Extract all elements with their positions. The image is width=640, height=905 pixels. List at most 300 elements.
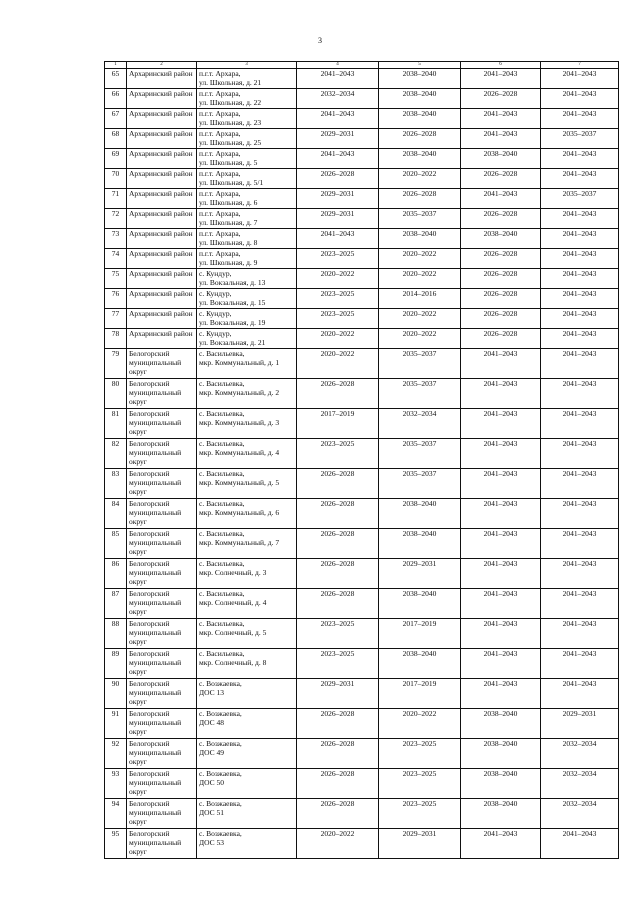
district-cell — [127, 499, 197, 529]
address-cell-line: мкр. Коммунальный, д. 5 — [199, 478, 280, 487]
row-number: 68 — [105, 129, 127, 149]
period-col6: 2041–2043 — [461, 409, 541, 439]
table-row — [105, 129, 619, 149]
district-cell — [127, 589, 197, 619]
row-number: 66 — [105, 89, 127, 109]
table-row — [105, 209, 619, 229]
district-cell-line: Белогорский — [129, 709, 170, 718]
district-cell-line: Архаринский район — [129, 109, 193, 118]
period-col4: 2041–2043 — [297, 149, 379, 169]
district-cell — [127, 69, 197, 89]
table-row — [105, 69, 619, 89]
period-col6: 2038–2040 — [461, 769, 541, 799]
address-cell — [197, 149, 297, 169]
period-col4: 2029–2031 — [297, 679, 379, 709]
column-number: 3 — [197, 62, 297, 69]
column-number: 2 — [127, 62, 197, 69]
period-col7: 2041–2043 — [541, 679, 619, 709]
address-cell — [197, 329, 297, 349]
district-cell — [127, 289, 197, 309]
period-col4: 2041–2043 — [297, 229, 379, 249]
period-col5: 2032–2034 — [379, 409, 461, 439]
period-col6: 2026–2028 — [461, 169, 541, 189]
table-row — [105, 499, 619, 529]
district-cell — [127, 679, 197, 709]
period-col6: 2026–2028 — [461, 309, 541, 329]
district-cell-line: округ — [129, 607, 147, 616]
table-row — [105, 439, 619, 469]
address-cell — [197, 379, 297, 409]
district-cell-line: Архаринский район — [129, 149, 193, 158]
period-col7: 2041–2043 — [541, 589, 619, 619]
district-cell-line: Архаринский район — [129, 269, 193, 278]
district-cell-line: Архаринский район — [129, 229, 193, 238]
period-col7: 2041–2043 — [541, 209, 619, 229]
address-cell-line: п.г.т. Архара, — [199, 169, 241, 178]
row-number: 93 — [105, 769, 127, 799]
row-number: 80 — [105, 379, 127, 409]
address-cell — [197, 469, 297, 499]
row-number: 71 — [105, 189, 127, 209]
period-col5: 2035–2037 — [379, 379, 461, 409]
period-col4: 2023–2025 — [297, 249, 379, 269]
address-cell-line: мкр. Коммунальный, д. 1 — [199, 358, 280, 367]
district-cell — [127, 329, 197, 349]
table-row — [105, 269, 619, 289]
address-cell-line: с. Кундур, — [199, 329, 232, 338]
district-cell-line: Белогорский — [129, 559, 170, 568]
address-cell — [197, 769, 297, 799]
district-cell-line: округ — [129, 637, 147, 646]
address-cell — [197, 679, 297, 709]
period-col5: 2035–2037 — [379, 469, 461, 499]
address-cell-line: мкр. Солнечный, д. 5 — [199, 628, 267, 637]
district-cell-line: муниципальный — [129, 568, 182, 577]
row-number: 86 — [105, 559, 127, 589]
period-col4: 2026–2028 — [297, 559, 379, 589]
period-col5: 2020–2022 — [379, 329, 461, 349]
address-cell — [197, 649, 297, 679]
address-cell — [197, 189, 297, 209]
district-cell-line: Архаринский район — [129, 209, 193, 218]
period-col6: 2038–2040 — [461, 149, 541, 169]
address-cell — [197, 529, 297, 559]
address-cell-line: мкр. Коммунальный, д. 3 — [199, 418, 280, 427]
period-col5: 2023–2025 — [379, 769, 461, 799]
address-cell-line: ул. Школьная, д. 6 — [199, 198, 258, 207]
table-row — [105, 769, 619, 799]
address-cell-line: ул. Вокзальная, д. 13 — [199, 278, 266, 287]
address-cell — [197, 109, 297, 129]
period-col5: 2038–2040 — [379, 499, 461, 529]
row-number: 95 — [105, 829, 127, 859]
district-cell — [127, 129, 197, 149]
district-cell — [127, 89, 197, 109]
period-col7: 2041–2043 — [541, 829, 619, 859]
row-number: 73 — [105, 229, 127, 249]
table-row — [105, 829, 619, 859]
row-number: 72 — [105, 209, 127, 229]
district-cell-line: Белогорский — [129, 649, 170, 658]
table-row — [105, 349, 619, 379]
period-col6: 2041–2043 — [461, 619, 541, 649]
district-cell-line: Белогорский — [129, 799, 170, 808]
district-cell — [127, 149, 197, 169]
district-cell — [127, 469, 197, 499]
period-col7: 2041–2043 — [541, 229, 619, 249]
period-col6: 2026–2028 — [461, 89, 541, 109]
table-row — [105, 109, 619, 129]
address-cell-line: ДОС 51 — [199, 808, 225, 817]
district-cell — [127, 379, 197, 409]
schedule-table — [104, 61, 619, 859]
address-cell-line: ул. Школьная, д. 25 — [199, 138, 262, 147]
row-number: 92 — [105, 739, 127, 769]
address-cell-line: с. Васильевка, — [199, 529, 245, 538]
period-col7: 2041–2043 — [541, 529, 619, 559]
district-cell-line: Белогорский — [129, 829, 170, 838]
district-cell — [127, 229, 197, 249]
table-body — [105, 62, 619, 859]
period-col7: 2032–2034 — [541, 739, 619, 769]
district-cell-line: Белогорский — [129, 469, 170, 478]
district-cell-line: Архаринский район — [129, 69, 193, 78]
row-number: 81 — [105, 409, 127, 439]
period-col5: 2038–2040 — [379, 109, 461, 129]
address-cell — [197, 499, 297, 529]
period-col5: 2038–2040 — [379, 649, 461, 679]
table-row — [105, 289, 619, 309]
row-number: 90 — [105, 679, 127, 709]
period-col7: 2041–2043 — [541, 249, 619, 269]
period-col6: 2041–2043 — [461, 499, 541, 529]
period-col5: 2038–2040 — [379, 89, 461, 109]
period-col6: 2041–2043 — [461, 189, 541, 209]
address-cell-line: с. Возжаевка, — [199, 739, 242, 748]
address-cell-line: с. Васильевка, — [199, 469, 245, 478]
table-row — [105, 649, 619, 679]
district-cell-line: муниципальный — [129, 808, 182, 817]
address-cell-line: ул. Школьная, д. 7 — [199, 218, 258, 227]
address-cell-line: ул. Школьная, д. 8 — [199, 238, 258, 247]
district-cell-line: Белогорский — [129, 589, 170, 598]
period-col5: 2020–2022 — [379, 169, 461, 189]
period-col6: 2026–2028 — [461, 269, 541, 289]
column-number: 1 — [105, 62, 127, 69]
period-col6: 2041–2043 — [461, 529, 541, 559]
address-cell-line: с. Возжаевка, — [199, 769, 242, 778]
district-cell — [127, 649, 197, 679]
address-cell-line: ул. Школьная, д. 5/1 — [199, 178, 264, 187]
period-col4: 2023–2025 — [297, 439, 379, 469]
district-cell — [127, 189, 197, 209]
address-cell-line: п.г.т. Архара, — [199, 129, 241, 138]
period-col7: 2032–2034 — [541, 799, 619, 829]
address-cell — [197, 589, 297, 619]
district-cell — [127, 769, 197, 799]
district-cell-line: муниципальный — [129, 388, 182, 397]
table-row — [105, 709, 619, 739]
district-cell-line: Архаринский район — [129, 129, 193, 138]
address-cell-line: с. Возжаевка, — [199, 829, 242, 838]
address-cell-line: с. Васильевка, — [199, 559, 245, 568]
district-cell-line: округ — [129, 847, 147, 856]
district-cell-line: муниципальный — [129, 838, 182, 847]
period-col4: 2029–2031 — [297, 189, 379, 209]
district-cell — [127, 409, 197, 439]
period-col4: 2020–2022 — [297, 329, 379, 349]
period-col7: 2041–2043 — [541, 349, 619, 379]
period-col4: 2029–2031 — [297, 129, 379, 149]
period-col5: 2023–2025 — [379, 739, 461, 769]
district-cell — [127, 559, 197, 589]
address-cell-line: с. Васильевка, — [199, 619, 245, 628]
period-col7: 2041–2043 — [541, 109, 619, 129]
district-cell — [127, 829, 197, 859]
period-col4: 2026–2028 — [297, 469, 379, 499]
district-cell-line: Архаринский район — [129, 249, 193, 258]
period-col6: 2041–2043 — [461, 649, 541, 679]
period-col5: 2017–2019 — [379, 679, 461, 709]
address-cell-line: с. Кундур, — [199, 269, 232, 278]
table-row — [105, 169, 619, 189]
table-row — [105, 589, 619, 619]
address-cell-line: мкр. Солнечный, д. 8 — [199, 658, 267, 667]
address-cell-line: ул. Школьная, д. 21 — [199, 78, 262, 87]
district-cell-line: округ — [129, 697, 147, 706]
district-cell-line: Архаринский район — [129, 309, 193, 318]
period-col4: 2023–2025 — [297, 649, 379, 679]
address-cell-line: мкр. Коммунальный, д. 4 — [199, 448, 280, 457]
district-cell-line: округ — [129, 817, 147, 826]
column-number: 6 — [461, 62, 541, 69]
period-col6: 2038–2040 — [461, 709, 541, 739]
district-cell — [127, 739, 197, 769]
period-col5: 2020–2022 — [379, 309, 461, 329]
district-cell-line: Белогорский — [129, 439, 170, 448]
district-cell-line: муниципальный — [129, 778, 182, 787]
district-cell-line: муниципальный — [129, 478, 182, 487]
table-row — [105, 799, 619, 829]
page-number: 3 — [318, 36, 322, 45]
period-col7: 2041–2043 — [541, 309, 619, 329]
district-cell-line: Белогорский — [129, 499, 170, 508]
period-col4: 2020–2022 — [297, 349, 379, 379]
period-col4: 2023–2025 — [297, 309, 379, 329]
district-cell-line: округ — [129, 397, 147, 406]
district-cell-line: муниципальный — [129, 448, 182, 457]
district-cell-line: округ — [129, 427, 147, 436]
period-col6: 2038–2040 — [461, 799, 541, 829]
table-row — [105, 309, 619, 329]
district-cell-line: округ — [129, 487, 147, 496]
row-number: 85 — [105, 529, 127, 559]
address-cell-line: ул. Школьная, д. 9 — [199, 258, 258, 267]
period-col5: 2020–2022 — [379, 709, 461, 739]
address-cell-line: с. Возжаевка, — [199, 799, 242, 808]
address-cell — [197, 209, 297, 229]
address-cell-line: п.г.т. Архара, — [199, 69, 241, 78]
period-col7: 2041–2043 — [541, 439, 619, 469]
district-cell — [127, 529, 197, 559]
address-cell — [197, 69, 297, 89]
period-col5: 2035–2037 — [379, 209, 461, 229]
row-number: 79 — [105, 349, 127, 379]
district-cell-line: Архаринский район — [129, 189, 193, 198]
period-col7: 2041–2043 — [541, 69, 619, 89]
column-number-row — [105, 62, 619, 69]
address-cell — [197, 89, 297, 109]
district-cell-line: муниципальный — [129, 538, 182, 547]
period-col4: 2023–2025 — [297, 619, 379, 649]
district-cell — [127, 309, 197, 329]
district-cell-line: округ — [129, 457, 147, 466]
district-cell-line: Архаринский район — [129, 329, 193, 338]
period-col6: 2041–2043 — [461, 589, 541, 619]
row-number: 78 — [105, 329, 127, 349]
address-cell-line: с. Васильевка, — [199, 409, 245, 418]
period-col7: 2041–2043 — [541, 469, 619, 499]
period-col5: 2038–2040 — [379, 529, 461, 559]
address-cell — [197, 169, 297, 189]
address-cell-line: ул. Школьная, д. 5 — [199, 158, 258, 167]
row-number: 77 — [105, 309, 127, 329]
period-col5: 2038–2040 — [379, 589, 461, 619]
period-col4: 2026–2028 — [297, 169, 379, 189]
table-row — [105, 189, 619, 209]
period-col4: 2032–2034 — [297, 89, 379, 109]
district-cell-line: округ — [129, 547, 147, 556]
address-cell-line: ул. Вокзальная, д. 19 — [199, 318, 266, 327]
table-row — [105, 469, 619, 499]
row-number: 75 — [105, 269, 127, 289]
address-cell-line: п.г.т. Архара, — [199, 249, 241, 258]
period-col7: 2041–2043 — [541, 409, 619, 439]
district-cell-line: округ — [129, 577, 147, 586]
address-cell-line: с. Кундур, — [199, 289, 232, 298]
period-col7: 2041–2043 — [541, 289, 619, 309]
row-number: 87 — [105, 589, 127, 619]
row-number: 76 — [105, 289, 127, 309]
address-cell-line: мкр. Коммунальный, д. 7 — [199, 538, 280, 547]
period-col6: 2026–2028 — [461, 329, 541, 349]
period-col7: 2029–2031 — [541, 709, 619, 739]
period-col4: 2041–2043 — [297, 109, 379, 129]
period-col6: 2041–2043 — [461, 559, 541, 589]
period-col6: 2041–2043 — [461, 439, 541, 469]
row-number: 88 — [105, 619, 127, 649]
period-col7: 2041–2043 — [541, 329, 619, 349]
period-col6: 2038–2040 — [461, 739, 541, 769]
period-col4: 2026–2028 — [297, 709, 379, 739]
district-cell-line: муниципальный — [129, 748, 182, 757]
district-cell-line: муниципальный — [129, 418, 182, 427]
address-cell-line: ул. Вокзальная, д. 21 — [199, 338, 266, 347]
row-number: 70 — [105, 169, 127, 189]
period-col7: 2041–2043 — [541, 649, 619, 679]
period-col4: 2026–2028 — [297, 769, 379, 799]
district-cell-line: Белогорский — [129, 349, 170, 358]
column-number: 4 — [297, 62, 379, 69]
address-cell-line: с. Васильевка, — [199, 349, 245, 358]
period-col5: 2020–2022 — [379, 269, 461, 289]
period-col4: 2017–2019 — [297, 409, 379, 439]
period-col4: 2023–2025 — [297, 289, 379, 309]
address-cell-line: мкр. Коммунальный, д. 6 — [199, 508, 280, 517]
address-cell-line: ДОС 13 — [199, 688, 225, 697]
address-cell-line: мкр. Солнечный, д. 4 — [199, 598, 267, 607]
period-col7: 2041–2043 — [541, 149, 619, 169]
row-number: 65 — [105, 69, 127, 89]
address-cell-line: ул. Школьная, д. 22 — [199, 98, 262, 107]
period-col4: 2020–2022 — [297, 829, 379, 859]
row-number: 94 — [105, 799, 127, 829]
district-cell — [127, 169, 197, 189]
period-col6: 2038–2040 — [461, 229, 541, 249]
address-cell — [197, 129, 297, 149]
period-col7: 2032–2034 — [541, 769, 619, 799]
district-cell-line: муниципальный — [129, 358, 182, 367]
period-col5: 2035–2037 — [379, 439, 461, 469]
period-col5: 2017–2019 — [379, 619, 461, 649]
period-col5: 2026–2028 — [379, 189, 461, 209]
period-col6: 2041–2043 — [461, 109, 541, 129]
district-cell-line: Архаринский район — [129, 169, 193, 178]
table-row — [105, 559, 619, 589]
district-cell-line: округ — [129, 667, 147, 676]
period-col5: 2038–2040 — [379, 149, 461, 169]
address-cell-line: п.г.т. Архара, — [199, 229, 241, 238]
district-cell — [127, 109, 197, 129]
table-row — [105, 229, 619, 249]
period-col7: 2041–2043 — [541, 379, 619, 409]
row-number: 74 — [105, 249, 127, 269]
district-cell-line: муниципальный — [129, 688, 182, 697]
period-col7: 2041–2043 — [541, 169, 619, 189]
period-col4: 2026–2028 — [297, 529, 379, 559]
table-row — [105, 679, 619, 709]
district-cell-line: Белогорский — [129, 409, 170, 418]
row-number: 89 — [105, 649, 127, 679]
table-row — [105, 739, 619, 769]
period-col5: 2029–2031 — [379, 829, 461, 859]
district-cell-line: Белогорский — [129, 679, 170, 688]
address-cell-line: мкр. Коммунальный, д. 2 — [199, 388, 280, 397]
address-cell-line: с. Кундур, — [199, 309, 232, 318]
row-number: 83 — [105, 469, 127, 499]
address-cell — [197, 439, 297, 469]
table-row — [105, 379, 619, 409]
period-col6: 2041–2043 — [461, 829, 541, 859]
table-row — [105, 409, 619, 439]
district-cell-line: округ — [129, 787, 147, 796]
district-cell-line: округ — [129, 757, 147, 766]
period-col6: 2041–2043 — [461, 679, 541, 709]
address-cell — [197, 409, 297, 439]
address-cell — [197, 619, 297, 649]
address-cell — [197, 349, 297, 379]
period-col5: 2023–2025 — [379, 799, 461, 829]
district-cell-line: муниципальный — [129, 508, 182, 517]
table-row — [105, 249, 619, 269]
district-cell-line: округ — [129, 727, 147, 736]
address-cell — [197, 829, 297, 859]
table-row — [105, 149, 619, 169]
period-col4: 2020–2022 — [297, 269, 379, 289]
district-cell-line: муниципальный — [129, 658, 182, 667]
period-col7: 2035–2037 — [541, 129, 619, 149]
district-cell-line: округ — [129, 367, 147, 376]
